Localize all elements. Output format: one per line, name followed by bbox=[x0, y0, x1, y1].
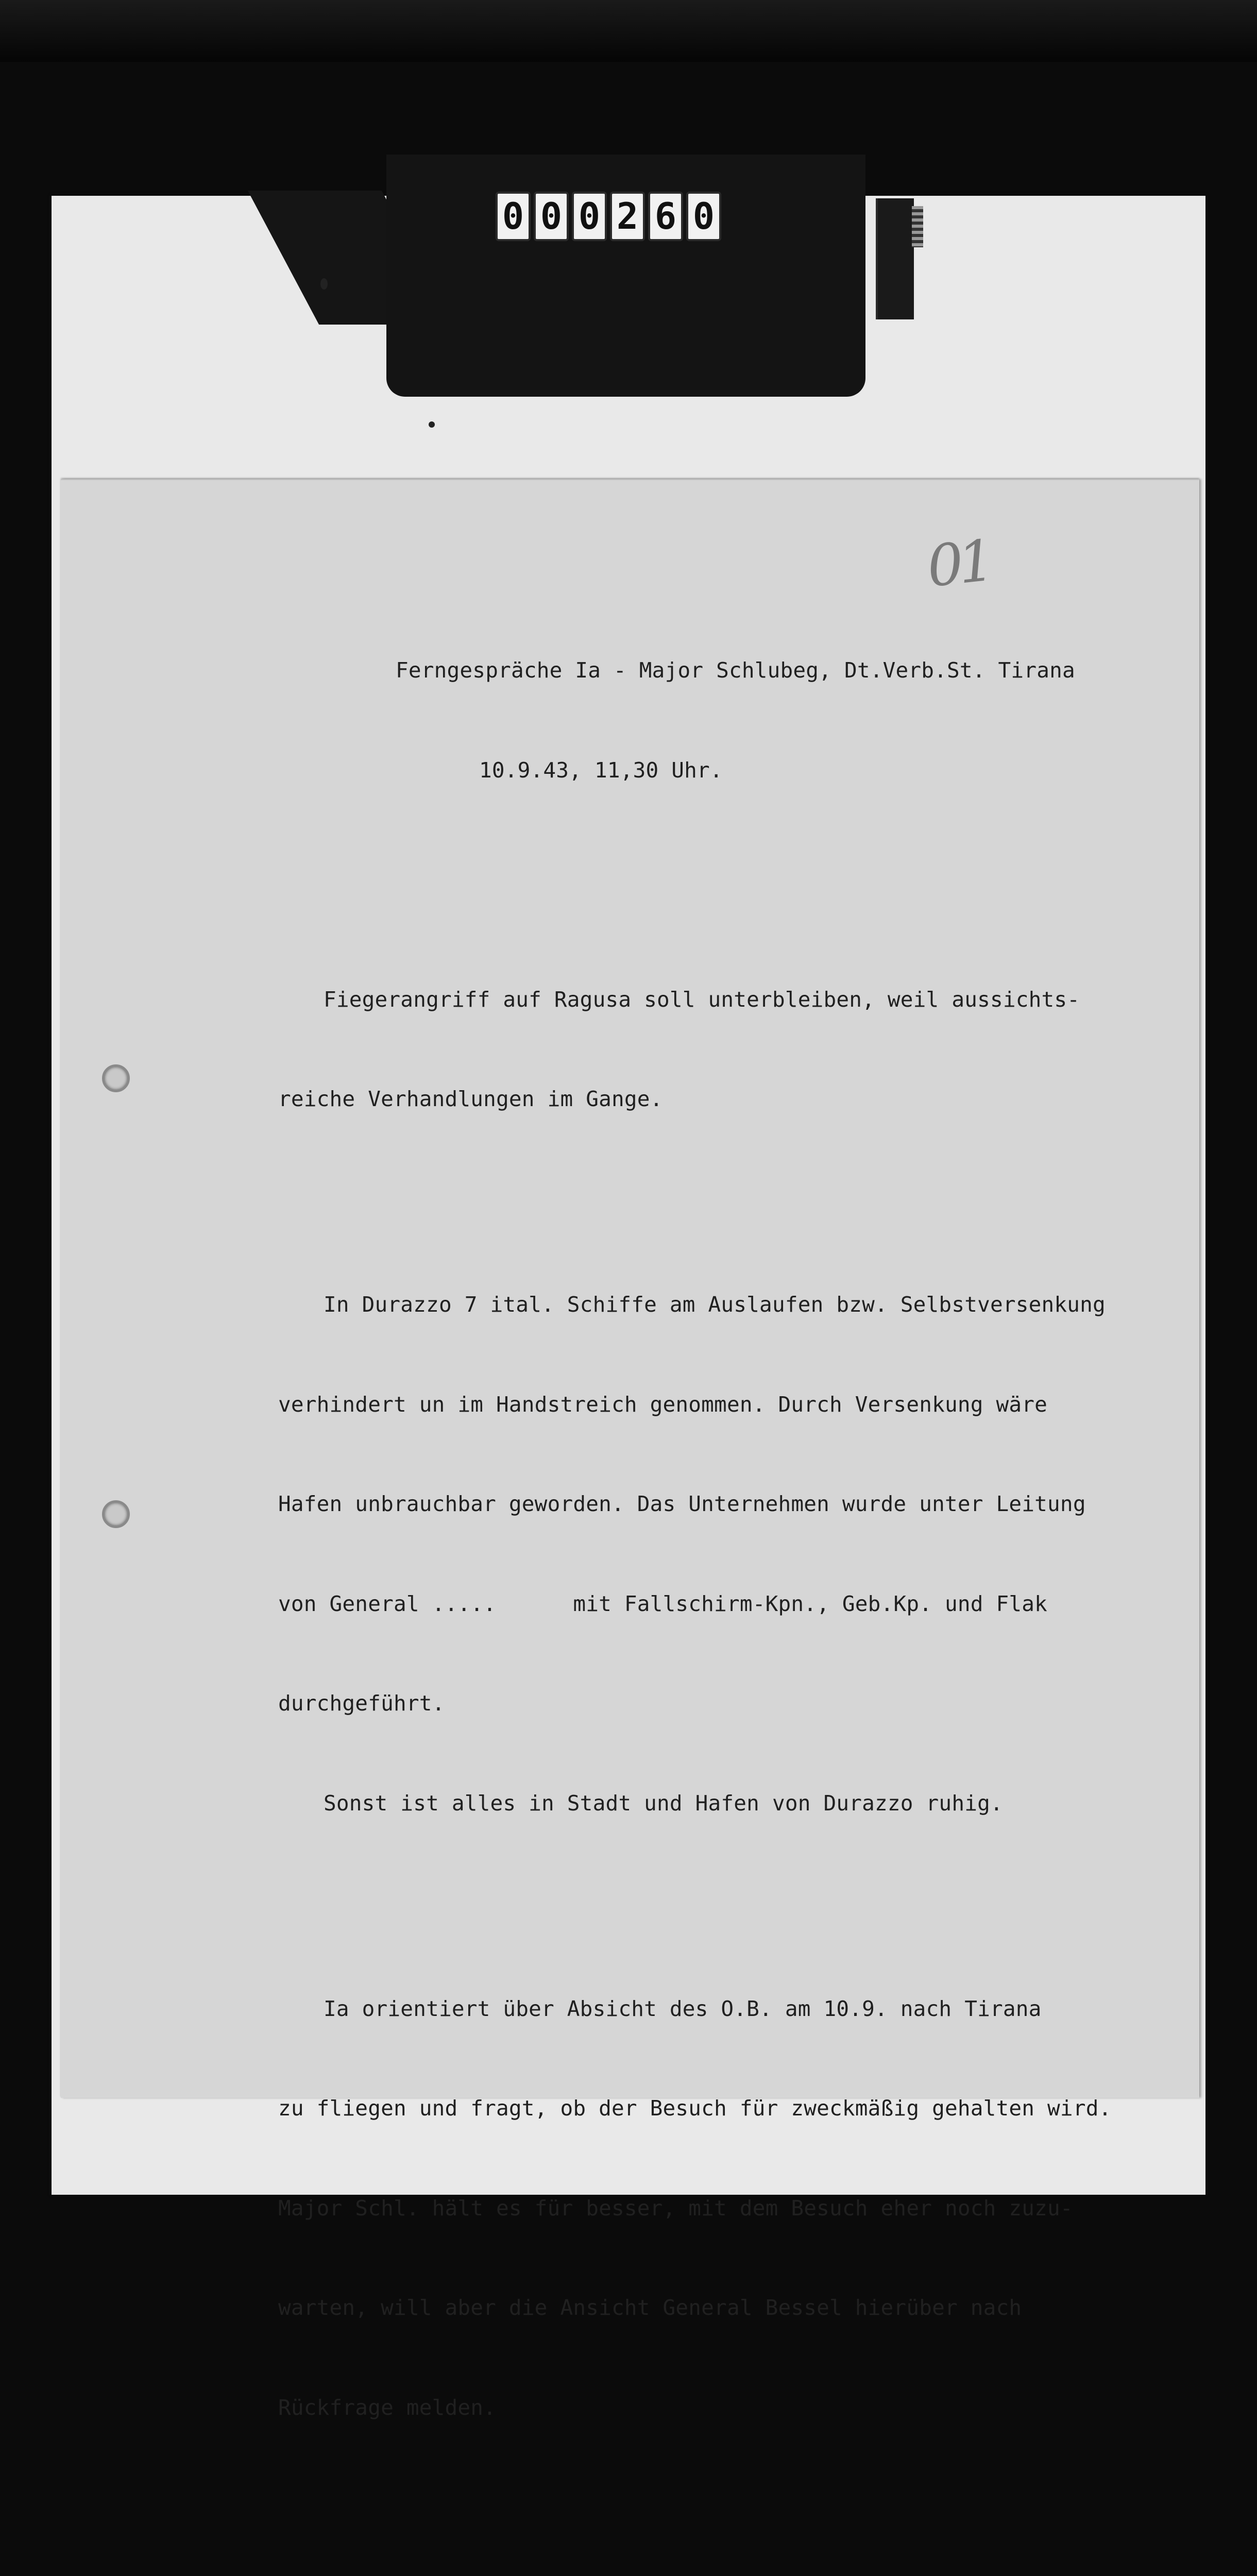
typed-text bbox=[278, 587, 1205, 2576]
counter-digit: 0 bbox=[572, 192, 607, 241]
handwritten-annotation: 01 bbox=[924, 528, 993, 600]
ink-speck bbox=[429, 421, 435, 428]
counter-knob-icon bbox=[912, 206, 923, 247]
spacer bbox=[278, 2490, 1205, 2497]
paragraph-line: von General ..... mit Fallschirm-Kpn., Geb.Kp. und Flak bbox=[278, 1591, 1048, 1616]
punch-hole bbox=[102, 1500, 130, 1528]
ink-speck bbox=[320, 278, 328, 290]
paragraph-line: Rückfrage melden. bbox=[278, 2395, 497, 2420]
paragraph-line: verhindert un im Handstreich genommen. Durch Versenkung wäre bbox=[278, 1392, 1048, 1417]
spacer bbox=[278, 1886, 1205, 1892]
paragraph-line: reiche Verhandlungen im Gange. bbox=[278, 1087, 663, 1111]
spacer bbox=[278, 853, 1205, 883]
counter-digit: 0 bbox=[496, 192, 531, 241]
film-edge bbox=[0, 0, 1257, 62]
frame-counter bbox=[496, 192, 721, 241]
spacer bbox=[278, 1182, 1205, 1189]
frame-counter-clip bbox=[386, 155, 865, 397]
paragraph-line: warten, will aber die Ansicht General Bessel hierüber nach bbox=[278, 2295, 1022, 2320]
punch-hole bbox=[102, 1064, 130, 1092]
paragraph-line: Fiegerangriff auf Ragusa soll unterbleiben, weil aussichts- bbox=[324, 987, 1080, 1012]
paragraph-line: zu fliegen und fragt, ob der Besuch für zweckmäßig gehalten wird. bbox=[278, 2096, 1112, 2121]
header-line: 10.9.43, 11,30 Uhr. bbox=[479, 757, 723, 783]
counter-side-tab bbox=[876, 198, 914, 319]
paragraph-line: In Durazzo 7 ital. Schiffe am Auslaufen bzw. Selbstversenkung bbox=[324, 1292, 1106, 1317]
paragraph-line: Ia orientiert über Absicht des O.B. am 10.9. nach Tirana bbox=[324, 1996, 1042, 2021]
counter-digit: 0 bbox=[534, 192, 569, 241]
paragraph-line: Major Schl. hält es für besser, mit dem Besuch eher noch zuzu- bbox=[278, 2195, 1073, 2221]
paragraph-line: Sonst ist alles in Stadt und Hafen von Durazzo ruhig. bbox=[324, 1790, 1003, 1816]
counter-digit: 6 bbox=[648, 192, 683, 241]
counter-digit: 2 bbox=[610, 192, 645, 241]
paragraph-line: durchgeführt. bbox=[278, 1691, 445, 1716]
counter-digit: 0 bbox=[686, 192, 721, 241]
paragraph-line: Hafen unbrauchbar geworden. Das Unternehmen wurde unter Leitung bbox=[278, 1492, 1086, 1516]
header-line: Ferngespräche Ia - Major Schlubeg, Dt.Verb.St. Tirana bbox=[396, 658, 1075, 683]
